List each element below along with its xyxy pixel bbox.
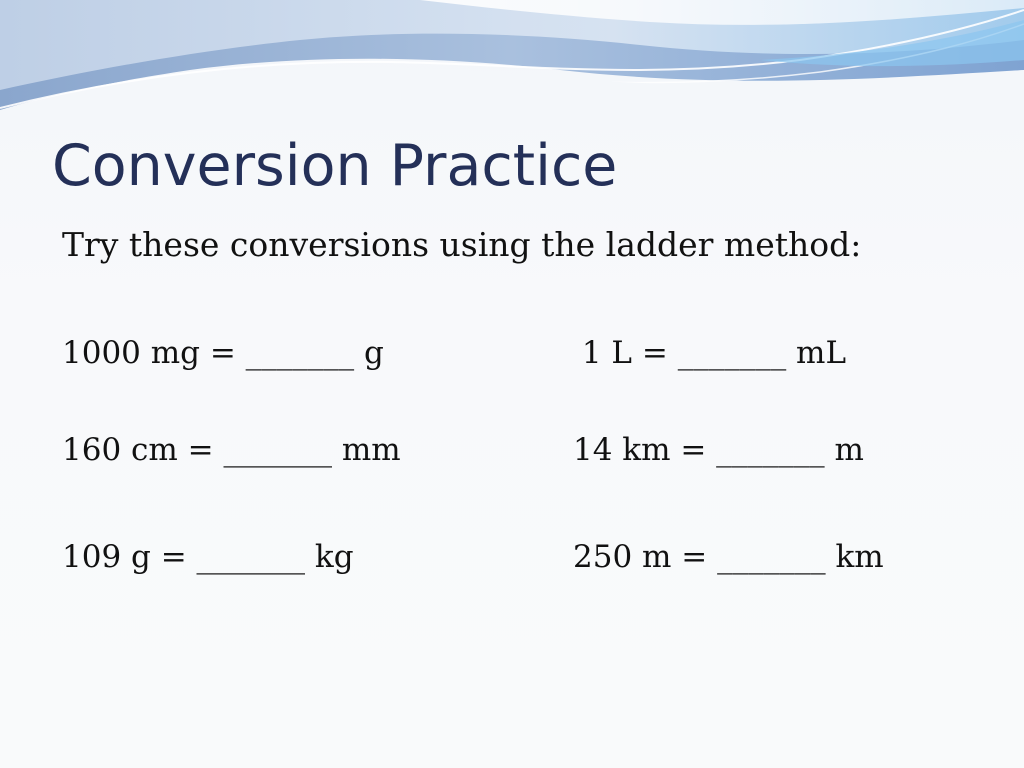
problem-2: 1 L = _______ mL bbox=[572, 335, 847, 371]
problem-1: 1000 mg = _______ g bbox=[62, 335, 384, 371]
instruction-text: Try these conversions using the ladder method: bbox=[62, 225, 862, 264]
problem-6: 250 m = _______ km bbox=[573, 539, 884, 575]
decorative-wave-header bbox=[0, 0, 1024, 130]
slide-title: Conversion Practice bbox=[52, 133, 618, 199]
problem-4: 14 km = _______ m bbox=[573, 432, 864, 468]
problem-5: 109 g = _______ kg bbox=[62, 539, 354, 575]
problem-3: 160 cm = _______ mm bbox=[62, 432, 401, 468]
